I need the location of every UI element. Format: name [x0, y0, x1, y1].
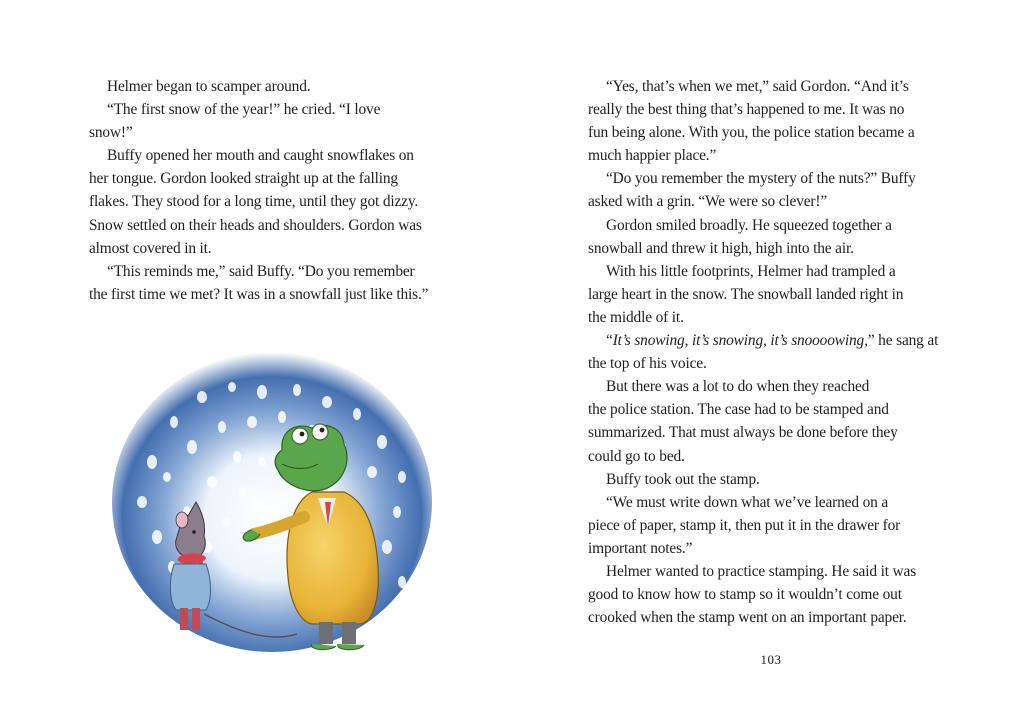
- right-page-text: [588, 75, 940, 629]
- snow-scene-illustration: [112, 352, 432, 667]
- paragraph: With his little footprints, Helmer had trampled a large heart in the snow. The snowball landed right in the middle of it.: [588, 262, 904, 326]
- paragraph: “Do you remember the mystery of the nuts?” Buffy asked with a grin. “We were so clever!”: [588, 170, 916, 211]
- snow-glow-background: [112, 352, 432, 652]
- right-page: [512, 0, 1024, 727]
- paragraph: Helmer wanted to practice stamping. He said it was good to know how to stamp so it wouldn’t come out crooked when the stamp went on an important paper.: [588, 562, 917, 627]
- page-number: 103: [760, 652, 782, 667]
- paragraph: But there was a lot to do when they reached the police station. The case had to be stamped and summarized. That must always be done before they could go to bed.: [588, 378, 898, 465]
- left-page-text: [89, 75, 441, 306]
- song-lyric: It’s snowing, it’s snowing, it’s snoooowing,: [612, 332, 868, 350]
- paragraph: Helmer began to scamper around.: [107, 78, 311, 95]
- paragraph: “The first snow of the year!” he cried. “I love snow!”: [89, 101, 381, 142]
- paragraph: “This reminds me,” said Buffy. “Do you remember the first time we met? It was in a snowfall just like this.”: [89, 262, 429, 303]
- paragraph: Buffy opened her mouth and caught snowflakes on her tongue. Gordon looked straight up at the falling flakes. They stood for a long time, until they got dizzy. Snow settled on their heads and shoulders. Gordon was almost covered in it.: [89, 147, 422, 257]
- paragraph: Gordon smiled broadly. He squeezed together a snowball and threw it high, high into the air.: [588, 216, 892, 257]
- paragraph: “Yes, that’s when we met,” said Gordon. “And it’s really the best thing that’s happened to me. It was no fun being alone. With you, the police station became a much happier place.”: [588, 78, 915, 165]
- song-paragraph: “It’s snowing, it’s snowing, it’s snoooowing,” he sang at the top of his voice.: [588, 332, 939, 373]
- paragraph: Buffy took out the stamp.: [606, 470, 760, 488]
- paragraph: “We must write down what we’ve learned on a piece of paper, stamp it, then put it in the drawer for important notes.”: [588, 493, 901, 557]
